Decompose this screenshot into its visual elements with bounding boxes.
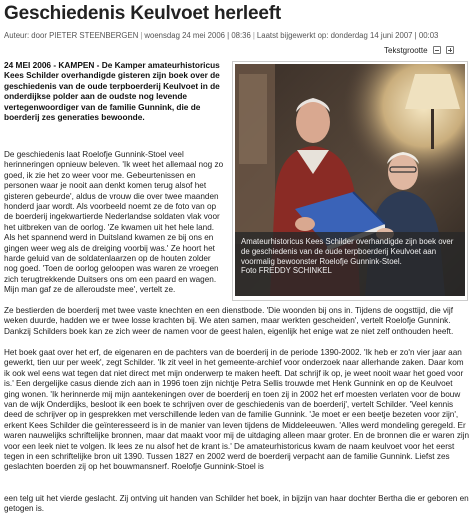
- published-date: woensdag 24 mei 2006 | 08:36: [144, 31, 251, 40]
- photo-credit: Foto FREDDY SCHINKEL: [241, 266, 332, 276]
- article-photo-box: [232, 61, 468, 301]
- article-photo[interactable]: [235, 64, 465, 296]
- article-paragraph-4: een telg uit het vierde geslacht. Zij ontving uit handen van Schilder het boek, in bijzijn van haar dochter Bertha die er geboren en getogen is.: [4, 494, 469, 514]
- author-line: Auteur: door PIETER STEENBERGEN: [4, 31, 139, 40]
- article-paragraph-2: Ze bestierden de boerderij met twee vaste knechten en een dienstbode. 'Die woonden bij ons in. Tijdens de oogsttijd, die vijf weken duurde, hadden we er twee losse krachten bij. We aten samen, maar werkten gescheiden', vertelt Roelofje Gunnink. Dankzij Schilders boek kan ze zich weer de namen voor de geest halen, eigenlijk het enige wat ze niet zelf onthouden heeft.: [4, 306, 454, 336]
- article-title: Geschiedenis Keulvoet herleeft: [4, 3, 281, 24]
- photo-caption: [235, 232, 465, 296]
- decrease-text-icon[interactable]: [433, 46, 441, 54]
- increase-text-icon[interactable]: [446, 46, 454, 54]
- article-lead: 24 MEI 2006 - KAMPEN - De Kamper amateurhistoricus Kees Schilder overhandigde gisteren zijn boek over de geschiedenis van de oude terpboerderij Keulvoet in de onderdijkse polder aan de oudste nog levende vertegenwoordiger van de familie Gunnink, die de boerderij zes generaties bewoonde.: [4, 60, 220, 123]
- article-paragraph-3: Het boek gaat over het erf, de eigenaren en de pachters van de boerderij in de periode 1390-2002. 'Ik heb er zo'n vier jaar aan gewerkt, tien uur per week', zegt Schilder. 'Ik zit veel in het gemeente-archief voor onderzoek naar allerhande zaken. Daar kom ik ook wel eens wat tegen dat niet direct met mijn onderwerp te maken heeft. Dat schrijf ik op, je weet nooit waar het goed voor is.' Een dergelijke casus diende zich aan in 1996 toen zijn nichtje Petra Sellis trouwde met Henk Gunnink en op de Keulvoet ging wonen. 'Ik herinnerde mij mijn aantekeningen over de boerderij en toen zij in 2002 het erf moesten verlaten voor de bouw van de wijk Onderdijks, besloot ik een boek te schrijven over de geschiedenis van de boerderij', vertelt Schilder. 'Veel kennis deed de schrijver op in gesprekken met verschillende leden van de familie Gunnink. 'Je moet er een beetje bezeten voor zijn', erkent Kees Schilder die geïnteresseerd is in de manier van leven tijdens de Middeleeuwen. 'Alles werd mondeling geregeld. Er waren nauwelijks schriftelijke bronnen, maar dat maakt voor mij de uitdaging alleen maar groter. En de bronnen die er waren zijn voor een leek niet te volgen. Ik lees ze nu alsof het de krant is.' De amateurhistoricus kwam de naam keulvoet voor het eerst tegen in een schriftelijke bron uit 1390. Tussen 1827 en 2002 werd de boerderij verpacht aan de familie Gunnink. Liefst zes geslachten boerden zij op het bouwmansnerf. Roelofje Gunnink-Stoel is: [4, 348, 470, 472]
- text-size-toolbar: [384, 44, 454, 56]
- article-paragraph-1: De geschiedenis laat Roelofje Gunnink-Stoel veel herinneringen opnieuw beleven. 'Ik weet het allemaal nog zo goed, ik zie het zo weer voor me. Gebeurtenissen en personen waar je nooit aan denkt komen terug alsof het gisteren gebeurde', aldus de vrouw die over twee maanden honderd jaar wordt. Als voorbeeld noemt ze de foto van op de boerderij ingekwartierde Nederlandse soldaten vlak voor het uitbreken van de oorlog. 'Ze kwamen uit het hele land. Als het spannend werd in Duitsland kwamen ze bij ons en gingen weer weg als de dreiging voorbij was.' Ze hoort het harde geluid van de soldatenlaarzen op de houten zolder nog goed. 'Toen de oorlog geloopen was waren ze vroegen zich terugtrekkende Duitsers ons om een paard en wagen. Mijn man gaf ze de alleroudste mee', vertelt ze.: [4, 150, 224, 295]
- article-meta: Auteur: door PIETER STEENBERGEN | woensdag 24 mei 2006 | 08:36 | Laatst bijgewerkt op: donderdag 14 juni 2007 | 00:03: [4, 31, 439, 40]
- updated-date: Laatst bijgewerkt op: donderdag 14 juni 2007 | 00:03: [256, 31, 439, 40]
- text-size-label: Tekstgrootte: [384, 45, 428, 55]
- photo-caption-text: Amateurhistoricus Kees Schilder overhandigde zijn boek over de geschiedenis van de oude terpboerderij Keulvoet aan voormalig bewoonster Roelofje Gunnink-Stoel.: [241, 237, 454, 266]
